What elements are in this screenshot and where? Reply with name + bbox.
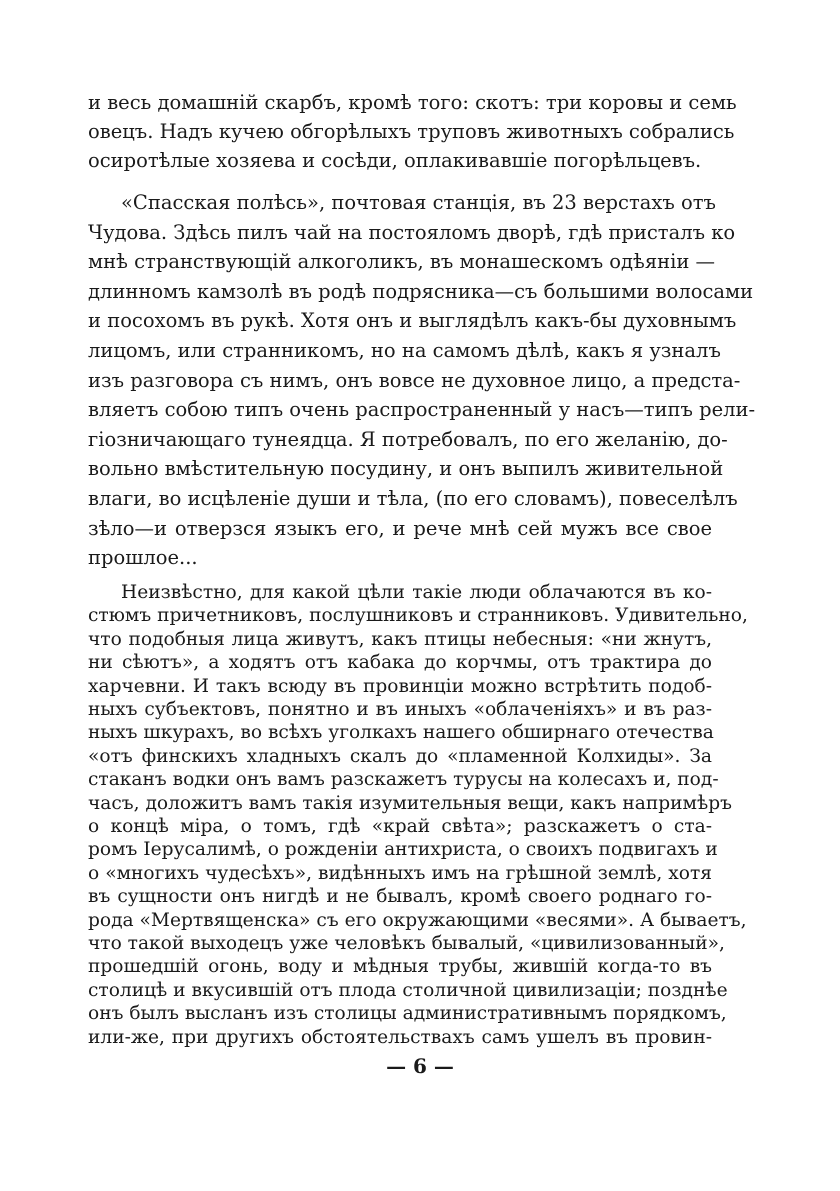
text-line: мнѣ странствующій алкоголикъ, въ монашескомъ одѣяніи —	[88, 250, 716, 274]
text-line: столицѣ и вкусившій отъ плода столичной цивилизаціи; позднѣе	[88, 979, 728, 1001]
text-line: о концѣ міра, о томъ, гдѣ «край свѣта»; разскажетъ о ста-	[88, 816, 712, 837]
text-line: Чудова. Здѣсь пилъ чай на постояломъ дворѣ, гдѣ присталъ ко	[88, 220, 736, 244]
page-number: — 6 —	[386, 1054, 454, 1078]
text-line: въ сущности онъ нигдѣ и не бывалъ, кромѣ своего роднаго го-	[88, 886, 712, 908]
text-line: зѣло—и отверзся языкъ его, и рече мнѣ сей мужъ все свое	[88, 516, 712, 540]
text-line: овецъ. Надъ кучею обгорѣлыхъ труповъ животныхъ собрались	[88, 120, 735, 143]
text-line: о «многихъ чудесѣхъ», видѣнныхъ имъ на грѣшной землѣ, хотя	[88, 862, 712, 884]
text-line: онъ былъ высланъ изъ столицы административнымъ порядкомъ,	[88, 1003, 727, 1025]
text-line: и посохомъ въ рукѣ. Хотя онъ и выглядѣлъ какъ-бы духовнымъ	[88, 309, 737, 333]
text-line: ныхъ шкурахъ, во всѣхъ уголкахъ нашего обширнаго отечества	[88, 722, 714, 744]
text-line: стаканъ водки онъ вамъ разскажетъ турусы на колесахъ и, под-	[88, 769, 719, 791]
text-line: стюмъ причетниковъ, послушниковъ и странниковъ. Удивительно,	[88, 605, 748, 627]
text-line: часъ, доложитъ вамъ такія изумительныя вещи, какъ напримѣръ	[88, 792, 732, 814]
text-line: или-же, при другихъ обстоятельствахъ самъ ушелъ въ провин-	[88, 1026, 712, 1048]
text-line: «Спасская полѣсь», почтовая станція, въ 23 верстахъ отъ	[121, 191, 716, 214]
text-line: влаги, во исцѣленіе души и тѣла, (по его словамъ), повеселѣлъ	[88, 487, 738, 510]
text-line: ромъ Іерусалимѣ, о рожденіи антихриста, о своихъ подвигахъ и	[88, 839, 718, 861]
text-line: «отъ финскихъ хладныхъ скалъ до «пламенной Колхиды». За	[88, 745, 712, 767]
text-line: рода «Мертвященска» съ его окружающими «весями». А бываетъ,	[88, 909, 747, 931]
text-line: вляетъ собою типъ очень распространенный у насъ—типъ рели-	[88, 398, 756, 422]
text-line: прошедшій огонь, воду и мѣдныя трубы, жившій когда-то въ	[88, 956, 712, 978]
text-line: вольно вмѣстительную посудину, и онъ выпилъ живительной	[88, 457, 724, 481]
text-line: что такой выходецъ уже человѣкъ бывалый, «цивилизованный»,	[88, 933, 725, 954]
text-line: изъ разговора съ нимъ, онъ вовсе не духовное лицо, а предста-	[88, 368, 741, 392]
text-line: длинномъ камзолѣ въ родѣ подрясника—съ большими волосами	[88, 279, 754, 303]
text-line: ныхъ субъектовъ, понятно и въ иныхъ «облаченіяхъ» и въ раз-	[88, 699, 712, 720]
text-line: Неизвѣстно, для какой цѣли такіе люди облачаются въ ко-	[121, 582, 712, 603]
text-line: харчевни. И такъ всюду въ провинціи можно встрѣтить подоб-	[88, 675, 712, 697]
text-line: осиротѣлые хозяева и сосѣди, оплакивавшіе погорѣльцевъ.	[88, 149, 702, 172]
text-line: что подобныя лица живутъ, какъ птицы небесныя: «ни жнутъ,	[88, 628, 712, 650]
text-line: ни сѣютъ», а ходятъ отъ кабака до корчмы, отъ трактира до	[88, 652, 712, 674]
text-line: прошлое...	[88, 546, 198, 570]
text-line: и весь домашній скарбъ, кромѣ того: скотъ: три коровы и семь	[88, 91, 737, 114]
text-line: лицомъ, или странникомъ, но на самомъ дѣлѣ, какъ я узналъ	[88, 339, 721, 362]
text-line: гіозничающаго тунеядца. Я потребовалъ, по его желанію, до-	[88, 427, 728, 451]
